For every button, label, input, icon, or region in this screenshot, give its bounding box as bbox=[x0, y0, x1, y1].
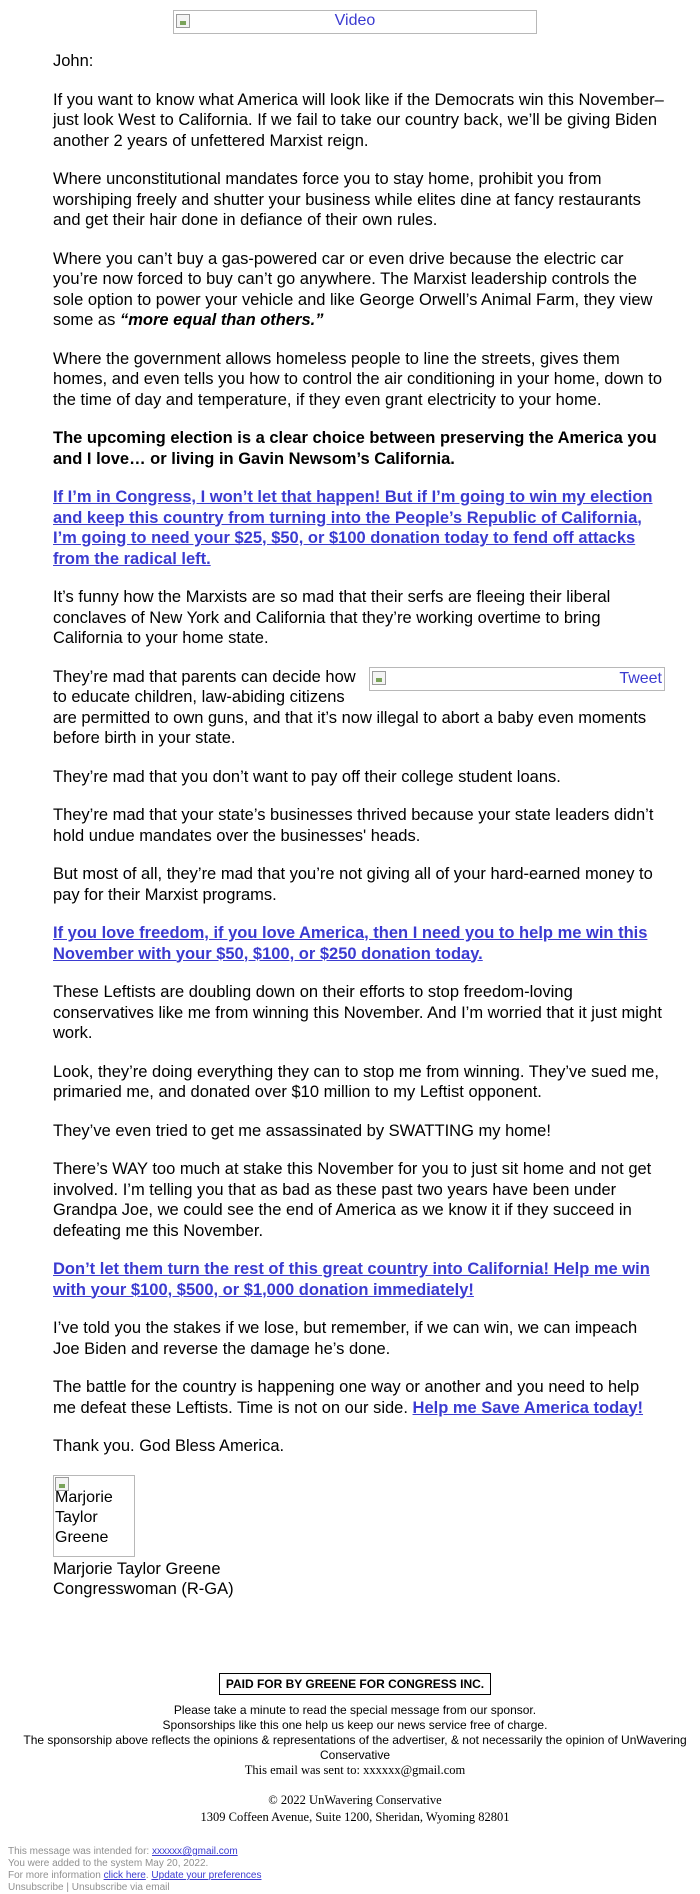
unsubscribe-email-link[interactable]: Unsubscribe via email bbox=[71, 1882, 170, 1893]
sent-to: This email was sent to: xxxxxx@gmail.com bbox=[244, 1763, 466, 1777]
paragraph-13: They’ve even tried to get me assassinated by SWATTING my home! bbox=[53, 1121, 551, 1140]
paragraph-6: It’s funny how the Marxists are so mad that their serfs are fleeing their liberal conclaves of New York and California that they’re working overtime to bring California to your home state. bbox=[53, 588, 611, 647]
footer-address-block bbox=[20, 1792, 690, 1826]
paragraph-14: There’s WAY too much at stake this November for you to just sit home and not get involved. I’m telling you that as bad as these past two years have been under Grandpa Joe, we could see the end of America as we know it if they succeed in defeating me this November. bbox=[53, 1160, 652, 1240]
broken-image-icon bbox=[372, 671, 386, 685]
paragraph-7: They’re mad that parents can decide how to educate children, law-abiding citizens are permitted to own guns, and that it’s now illegal to abort a baby even moments before birth in your state. bbox=[53, 667, 647, 747]
paragraph-15: I’ve told you the stakes if we lose, but remember, if we can win, we can impeach Joe Biden and reverse the damage he’s done. bbox=[53, 1319, 638, 1358]
email-body bbox=[53, 51, 665, 1600]
meta-intended: This message was intended for: bbox=[8, 1846, 152, 1857]
paragraph-4: Where the government allows homeless people to line the streets, gives them homes, and even tells you how to control the air conditioning in your home, down to the time of day and temperature, if they even grant electricity to your home. bbox=[53, 349, 663, 409]
paragraph-9: They’re mad that your state’s businesses thrived because your state leaders didn’t hold undue mandates over the businesses' heads. bbox=[53, 806, 654, 845]
paragraph-3-emphasis: “more equal than others.” bbox=[119, 311, 324, 329]
sponsor-line-1: Please take a minute to read the special message from our sponsor. bbox=[173, 1703, 537, 1717]
meta-more: For more information bbox=[8, 1870, 104, 1881]
paragraph-8: They’re mad that you don’t want to pay off their college student loans. bbox=[53, 767, 561, 786]
paragraph-16 bbox=[53, 1377, 665, 1418]
signature-alt-text: Marjorie Taylor Greene bbox=[55, 1488, 113, 1546]
unsubscribe-link[interactable]: Unsubscribe bbox=[8, 1882, 64, 1893]
copyright: © 2022 UnWavering Conservative bbox=[268, 1793, 442, 1807]
donate-link-1[interactable]: If I’m in Congress, I won’t let that happen! But if I’m going to win my election and keep this country from turning into the People’s Republic of California, I’m going to need your $25, $50, or $100 donation today to fend off attacks from the radical left. bbox=[53, 488, 653, 568]
sponsor-message bbox=[20, 1703, 690, 1778]
video-image[interactable] bbox=[173, 10, 537, 34]
video-alt-text[interactable]: Video bbox=[334, 12, 376, 29]
signature-name: Marjorie Taylor Greene bbox=[53, 1559, 221, 1578]
sponsor-line-3: The sponsorship above reflects the opinions & representations of the advertiser, & not necessarily the opinion of UnWavering Conservative bbox=[23, 1733, 687, 1762]
tweet-image[interactable] bbox=[369, 667, 665, 691]
paragraph-12: Look, they’re doing everything they can to stop me from winning. They’ve sued me, primaried me, and donated over $10 million to my Leftist opponent. bbox=[53, 1062, 659, 1101]
paragraph-7-block bbox=[53, 667, 665, 749]
closing: Thank you. God Bless America. bbox=[53, 1437, 285, 1455]
sponsor-line-2: Sponsorships like this one help us keep our news service free of charge. bbox=[162, 1718, 548, 1732]
greeting: John: bbox=[53, 52, 94, 70]
signature-image bbox=[53, 1475, 135, 1557]
address: 1309 Coffeen Avenue, Suite 1200, Sheridan, Wyoming 82801 bbox=[200, 1810, 510, 1824]
paragraph-10: But most of all, they’re mad that you’re not giving all of your hard-earned money to pay for their Marxist programs. bbox=[53, 865, 653, 904]
paragraph-2: Where unconstitutional mandates force you to stay home, prohibit you from worshiping freely and shutter your business while elites dine at fancy restaurants and get their hair done in defiance of their own rules. bbox=[53, 170, 641, 229]
donate-link-3[interactable]: Don’t let them turn the rest of this great country into California! Help me win with your $100, $500, or $1,000 donation immediately! bbox=[53, 1260, 650, 1299]
paragraph-3 bbox=[53, 249, 665, 331]
bold-statement: The upcoming election is a clear choice between preserving the America you and I love… or living in Gavin Newsom’s California. bbox=[53, 429, 657, 468]
paragraph-16-text: The battle for the country is happening one way or another and you need to help me defeat these Leftists. Time is not on our side. bbox=[53, 1378, 640, 1417]
paid-for-box: PAID FOR BY GREENE FOR CONGRESS INC. bbox=[219, 1673, 491, 1695]
paragraph-3-text: Where you can’t buy a gas-powered car or even drive because the electric car you’re now forced to buy can’t go anywhere. The Marxist leadership controls the sole option to power your vehicle and like George Orwell’s Animal Farm, they view some as bbox=[53, 249, 653, 329]
paragraph-11: These Leftists are doubling down on their efforts to stop freedom-loving conservatives like me from winning this November. And I’m worried that it just might work. bbox=[53, 983, 662, 1042]
donate-link-2[interactable]: If you love freedom, if you love America, then I need you to help me win this November with your $50, $100, or $250 donation today. bbox=[53, 924, 648, 963]
donate-link-4[interactable]: Help me Save America today! bbox=[412, 1398, 644, 1417]
meta-email-link[interactable]: xxxxxx@gmail.com bbox=[151, 1846, 238, 1857]
update-preferences-link[interactable]: Update your preferences bbox=[151, 1870, 262, 1881]
meta-separator: | bbox=[63, 1882, 72, 1893]
meta-added: You were added to the system May 20, 2022. bbox=[8, 1858, 209, 1869]
signature-title: Congresswoman (R-GA) bbox=[53, 1580, 234, 1598]
paragraph-1: If you want to know what America will look like if the Democrats win this November– just look West to California. If we fail to take our country back, we’ll be giving Biden another 2 years of unfettered Marxist reign. bbox=[53, 90, 664, 150]
meta-info: This message was intended for: xxxxxx@gmail.com You were added to the system May 20, 2022. For more information click here. Update your preferences Unsubscribe | Unsubscribe via email bbox=[8, 1846, 508, 1894]
click-here-link[interactable]: click here bbox=[103, 1870, 146, 1881]
tweet-alt-text[interactable]: Tweet bbox=[619, 669, 662, 687]
